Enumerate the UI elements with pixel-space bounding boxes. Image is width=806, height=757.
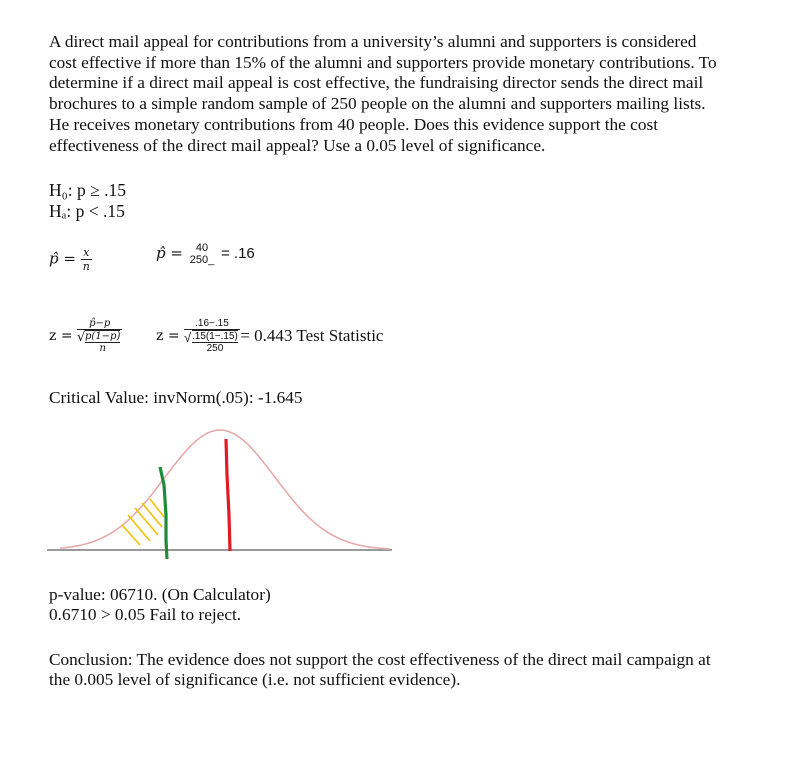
problem-line: A direct mail appeal for contributions from a university’s alumni and supporters is considered <box>49 32 697 51</box>
sqrt-icon: √ <box>184 330 192 345</box>
phat-formula-lhs: p̂ = <box>49 249 76 268</box>
shade-stroke <box>135 508 158 535</box>
z-formula-den-denominator: n <box>99 343 106 354</box>
conclusion-line: Conclusion: The evidence does not support the cost effectiveness of the direct mail campaign at <box>49 650 711 669</box>
normal-curve-sketch <box>0 425 806 575</box>
conclusion-line: the 0.005 level of significance (i.e. not sufficient evidence). <box>49 670 461 689</box>
phat-formula-denominator: n <box>82 260 90 273</box>
phat-formula <box>49 246 92 273</box>
decision-line: 0.6710 > 0.05 Fail to reject. <box>49 605 242 624</box>
phat-calculation <box>156 242 255 266</box>
problem-line: He receives monetary contributions from 40 people. Does this evidence support the cost <box>49 114 658 134</box>
problem-line: cost effective if more than 15% of the alumni and supporters provide monetary contributions. To <box>49 52 717 72</box>
shade-stroke <box>142 503 162 527</box>
test-statistic: = 0.443 Test Statistic <box>240 326 384 345</box>
problem-line: determine if a direct mail appeal is cost effective, the fundraising director sends the direct mail <box>49 73 704 93</box>
z-formula-lhs: z = <box>49 328 73 344</box>
phat-formula-numerator: x <box>81 246 92 260</box>
z-calc-den-denominator: 250 <box>206 343 224 354</box>
hypotheses <box>49 180 126 221</box>
null-hypothesis: H₀: p ≥ .15 <box>49 180 126 200</box>
p-value-line: p-value: 06710. (On Calculator) <box>49 585 271 604</box>
z-calculation <box>156 318 383 354</box>
problem-line: brochures to a simple random sample of 250 people on the alumni and supporters mailing lists. <box>49 94 706 114</box>
phat-calc-numerator: 40 <box>195 242 209 254</box>
z-calc-lhs: z = <box>156 328 180 344</box>
z-formula <box>49 318 122 354</box>
mean-line <box>226 439 230 551</box>
phat-calc-denominator: 250_ <box>189 254 215 266</box>
problem-statement <box>49 32 779 156</box>
phat-calc-lhs: p̂ = <box>156 244 183 262</box>
z-formula-numerator: p̂−p <box>77 318 122 330</box>
z-calc-numerator: .16−.15 <box>184 318 240 330</box>
z-calc-den-numerator: .15(1−.15) <box>192 331 238 342</box>
z-formula-den-numerator: p(1−p) <box>85 331 121 342</box>
sqrt-icon: √ <box>77 330 86 345</box>
problem-line: effectiveness of the direct mail appeal? Use a 0.05 level of significance. <box>49 135 546 155</box>
alternative-hypothesis: Hₐ: p < .15 <box>49 200 125 221</box>
phat-calc-result: = .16 <box>221 245 255 262</box>
shade-stroke <box>122 525 140 545</box>
critical-value: Critical Value: invNorm(.05): -1.645 <box>49 388 303 407</box>
shade-stroke <box>128 515 150 541</box>
